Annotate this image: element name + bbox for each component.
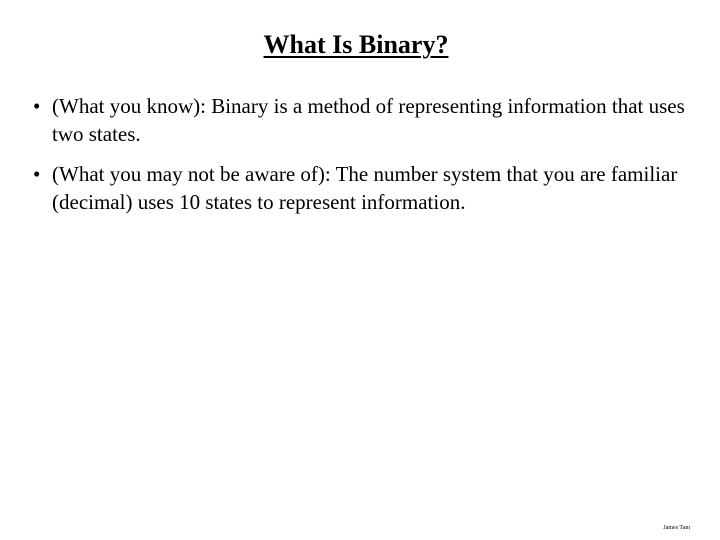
bullet-text: (What you know): Binary is a method of representing information that uses two states. [52,94,685,146]
bullet-marker: • [33,94,41,118]
bullet-item-decimal-comparison [33,160,703,216]
bullet-list [33,92,703,228]
bullet-item-binary-definition [33,92,703,148]
bullet-marker: • [33,162,41,186]
bullet-text: (What you may not be aware of): The number system that you are familiar (decimal) uses 10 states to represent information. [52,162,678,214]
slide-title: What Is Binary? [263,30,449,59]
footer-author: James Tam [663,525,690,531]
